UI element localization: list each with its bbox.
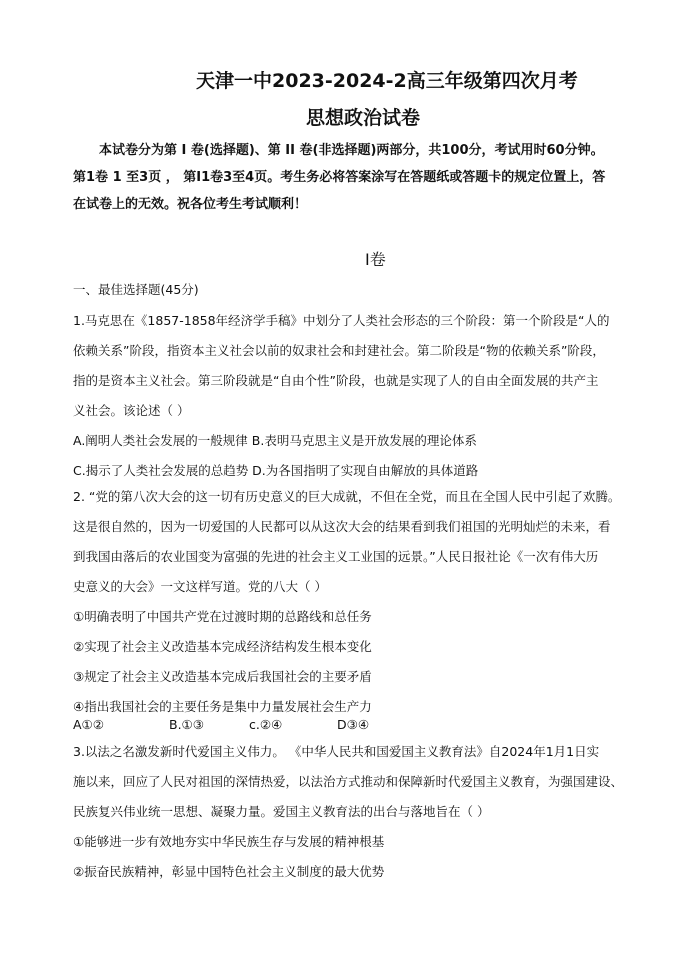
question-line: 1.马克思在《1857-1858年经济学手稿》中划分了人类社会形态的三个阶段：第一个阶段是“人的 (73, 313, 610, 328)
question-line: 到我国由落后的农业国变为富强的先进的社会主义工业国的远景。”人民日报社论《一次有伟大历 (73, 549, 599, 564)
question-line: 民族复兴伟业统一思想、凝聚力量。爱国主义教育法的出台与落地旨在（ ） (73, 804, 490, 819)
question-1 (73, 306, 675, 486)
answer-option: D③④ (337, 717, 370, 732)
question-line: 义社会。该论述（ ） (73, 403, 190, 418)
question-line: 施以来，回应了人民对祖国的深情热爱，以法治方式推动和保障新时代爱国主义教育，为强国建设、 (73, 774, 624, 789)
answer-option: B.①③ (169, 717, 204, 732)
statement-line: ①能够进一步有效地夯实中华民族生存与发展的精神根基 (73, 834, 385, 849)
answer-option: A①② (73, 717, 104, 732)
question-line: 3.以法之名激发新时代爱国主义伟力。 《中华人民共和国爱国主义教育法》自2024年1月1日实 (73, 744, 600, 759)
statement-line: ②实现了社会主义改造基本完成经济结构发生根本变化 (73, 639, 372, 654)
answer-option: c.②④ (249, 717, 283, 732)
question-line: 2. “党的第八次大会的这一切有历史意义的巨大成就，不但在全党，而且在全国人民中引起了欢腾。 (73, 489, 621, 504)
exam-subtitle: 思想政治试卷 (306, 107, 421, 129)
question-line: 指的是资本主义社会。第三阶段就是“自由个性”阶段，也就是实现了人的自由全面发展的共产主 (73, 373, 599, 388)
exam-instructions (73, 137, 673, 218)
instruction-line: 在试卷上的无效。祝各位考生考试顺利！ (73, 197, 308, 212)
instruction-line: 第1卷 1 至3页 ， 第I1卷3至4页。考生务必将答案涂写在答题纸或答题卡的规定位置上，答 (73, 170, 606, 185)
part-heading: 一、最佳选择题(45分) (73, 282, 199, 297)
question-line: 这是很自然的，因为一切爱国的人民都可以从这次大会的结果看到我们祖国的光明灿烂的未来，看 (73, 519, 611, 534)
section-heading: Ⅰ卷 (365, 250, 386, 269)
answer-choices (73, 716, 675, 734)
instruction-line: 本试卷分为第 I 卷(选择题)、第 II 卷(非选择题)两部分，共100分，考试用时60分钟。 (99, 143, 604, 158)
statement-line: ④指出我国社会的主要任务是集中力量发展社会生产力 (73, 699, 372, 714)
statement-line: ①明确表明了中国共产党在过渡时期的总路线和总任务 (73, 609, 372, 624)
statement-line: ②振奋民族精神，彰显中国特色社会主义制度的最大优势 (73, 864, 385, 879)
question-3 (73, 737, 675, 887)
answer-option: A.阐明人类社会发展的一般规律 B.表明马克思主义是开放发展的理论体系 (73, 433, 477, 448)
question-line: 史意义的大会》一文这样写道。党的八大（ ） (73, 579, 327, 594)
answer-option: C.揭示了人类社会发展的总趋势 D.为各国指明了实现自由解放的具体道路 (73, 463, 479, 478)
exam-title: 天津一中2023-2024-2高三年级第四次月考 (196, 70, 578, 92)
statement-line: ③规定了社会主义改造基本完成后我国社会的主要矛盾 (73, 669, 372, 684)
question-2 (73, 482, 675, 722)
question-line: 依赖关系”阶段，指资本主义社会以前的奴隶社会和封建社会。第二阶段是“物的依赖关系”阶段， (73, 343, 605, 358)
